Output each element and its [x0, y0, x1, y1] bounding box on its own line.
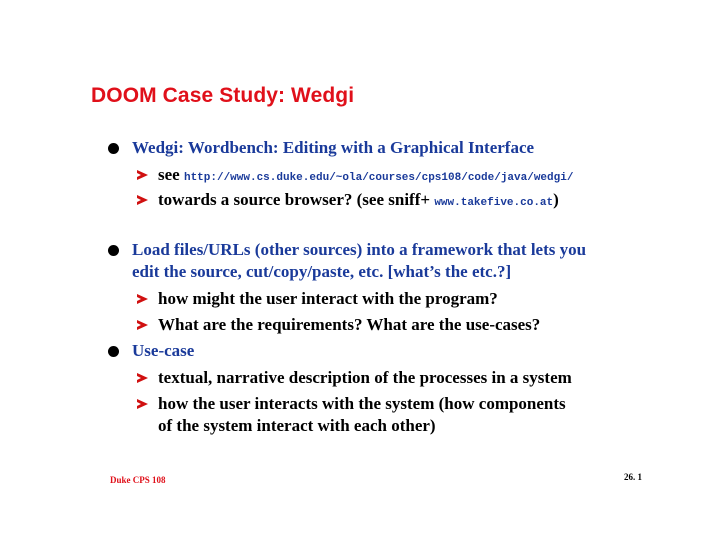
bullet-dot-icon: [108, 143, 119, 154]
footer-page-number: 26. 1: [624, 472, 642, 482]
bullet-text: [132, 239, 586, 283]
sub-bullet-text: textual, narrative description of the processes in a system: [158, 368, 572, 387]
bullet-text: Use-case: [132, 341, 195, 360]
sub-bullet-item: [137, 164, 573, 189]
sub-bullet-item: [137, 314, 540, 336]
arrow-bullet-icon: [137, 320, 148, 330]
sub-bullet-item: [137, 367, 572, 389]
bullet-item: [108, 239, 586, 283]
arrow-bullet-icon: [137, 294, 148, 304]
bullet-dot-icon: [108, 245, 119, 256]
sub-bullet-text: how might the user interact with the program?: [158, 289, 498, 308]
bullet-line: Load files/URLs (other sources) into a framework that lets you: [132, 240, 587, 259]
slide-title: DOOM Case Study: Wedgi: [91, 84, 355, 107]
sub-bullet-text: [158, 189, 559, 214]
sub-bullet-text: What are the requirements? What are the use-cases?: [158, 315, 541, 334]
arrow-bullet-icon: [137, 195, 148, 205]
arrow-bullet-icon: [137, 170, 148, 180]
arrow-bullet-icon: [137, 399, 148, 409]
sub-bullet-prefix: towards a source browser? (see sniff+: [158, 190, 435, 209]
bullet-line: edit the source, cut/copy/paste, etc. [what’s the etc.?]: [132, 262, 512, 281]
bullet-dot-icon: [108, 346, 119, 357]
bullet-text: Wedgi: Wordbench: Editing with a Graphical Interface: [132, 138, 535, 157]
url-text: www.takefive.co.at: [434, 197, 554, 209]
url-text: http://www.cs.duke.edu/~ola/courses/cps108/code/java/wedgi/: [183, 172, 574, 184]
sub-bullet-text: [158, 164, 573, 189]
sub-bullet-suffix: ): [553, 190, 559, 209]
sub-bullet-text: [158, 393, 566, 437]
bullet-item: [108, 340, 194, 362]
footer-course: Duke CPS 108: [110, 475, 166, 485]
arrow-bullet-icon: [137, 373, 148, 383]
sub-bullet-line: how the user interacts with the system (how components: [158, 394, 566, 413]
sub-bullet-item: [137, 393, 566, 437]
sub-bullet-item: [137, 288, 498, 310]
sub-bullet-prefix: see: [158, 165, 184, 184]
bullet-item: [108, 137, 534, 159]
sub-bullet-item: [137, 189, 559, 214]
sub-bullet-line: of the system interact with each other): [158, 416, 436, 435]
